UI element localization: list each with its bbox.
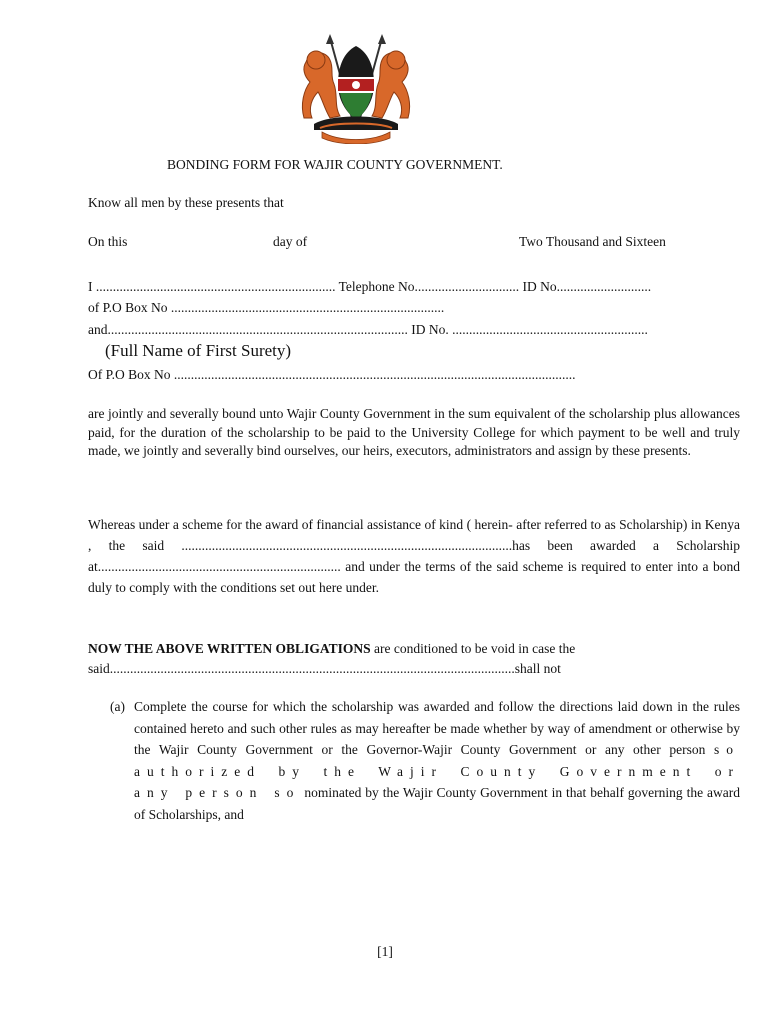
intro-text: Know all men by these presents that: [88, 195, 284, 210]
item-a-text-part1: Complete the course for which the scholarship was awarded and follow the directions laid down in the rules contained hereto and such other rules as may hereafter be made whether by way of amendment or otherwise by the Wajir County Government or the Governor-Wajir County Government or any other person: [134, 699, 740, 758]
year-text: Two Thousand and Sixteen: [519, 234, 666, 249]
obligations-line: [88, 640, 575, 658]
surety-id-line[interactable]: and......................................................................................... ID No. ..........................................................: [88, 322, 648, 337]
item-a-label: (a): [110, 699, 125, 714]
item-a-text-spaced: so authorized by the Wajir County Government or any person so: [134, 742, 741, 801]
po-box-line[interactable]: of P.O Box No .................................................................................: [88, 300, 445, 315]
name-telephone-id-line[interactable]: I ....................................................................... Telephone No............................... ID No............................: [88, 279, 652, 294]
obligations-heading: NOW THE ABOVE WRITTEN OBLIGATIONS: [88, 641, 371, 656]
day-of-label: day of: [273, 234, 308, 249]
item-a-text-part2: nominated by the Wajir County Government in that behalf governing the award of Scholarships, and: [134, 785, 740, 822]
on-this-label: On this: [88, 234, 128, 249]
surety-label: (Full Name of First Surety): [105, 341, 292, 360]
item-a-text: [134, 696, 740, 826]
obligations-text: are conditioned to be void in case the: [370, 641, 576, 656]
page-number: [1]: [377, 944, 393, 959]
coat-of-arms-emblem: [300, 32, 412, 144]
form-title: BONDING FORM FOR WAJIR COUNTY GOVERNMENT.: [167, 157, 503, 172]
said-line[interactable]: said........................................................................................................................shall not: [88, 661, 561, 676]
whereas-paragraph: Whereas under a scheme for the award of financial assistance of kind ( herein- after referred to as Scholarship) in Kenya , the said ..................................................................................................has been awarded a Scholarship at........................................................................ and under the terms of the said scheme is required to enter into a bond duly to comply with the conditions set out here under.: [88, 517, 740, 595]
bond-paragraph: are jointly and severally bound unto Wajir County Government in the sum equivalent of the scholarship plus allowances paid, for the duration of the scholarship to be paid to the University College for which payment to be well and truly made, we jointly and severally bind ourselves, our heirs, executors, administrators and assign by these presents.: [88, 406, 740, 459]
surety-po-box-line[interactable]: Of P.O Box No .......................................................................................................................: [88, 367, 576, 382]
